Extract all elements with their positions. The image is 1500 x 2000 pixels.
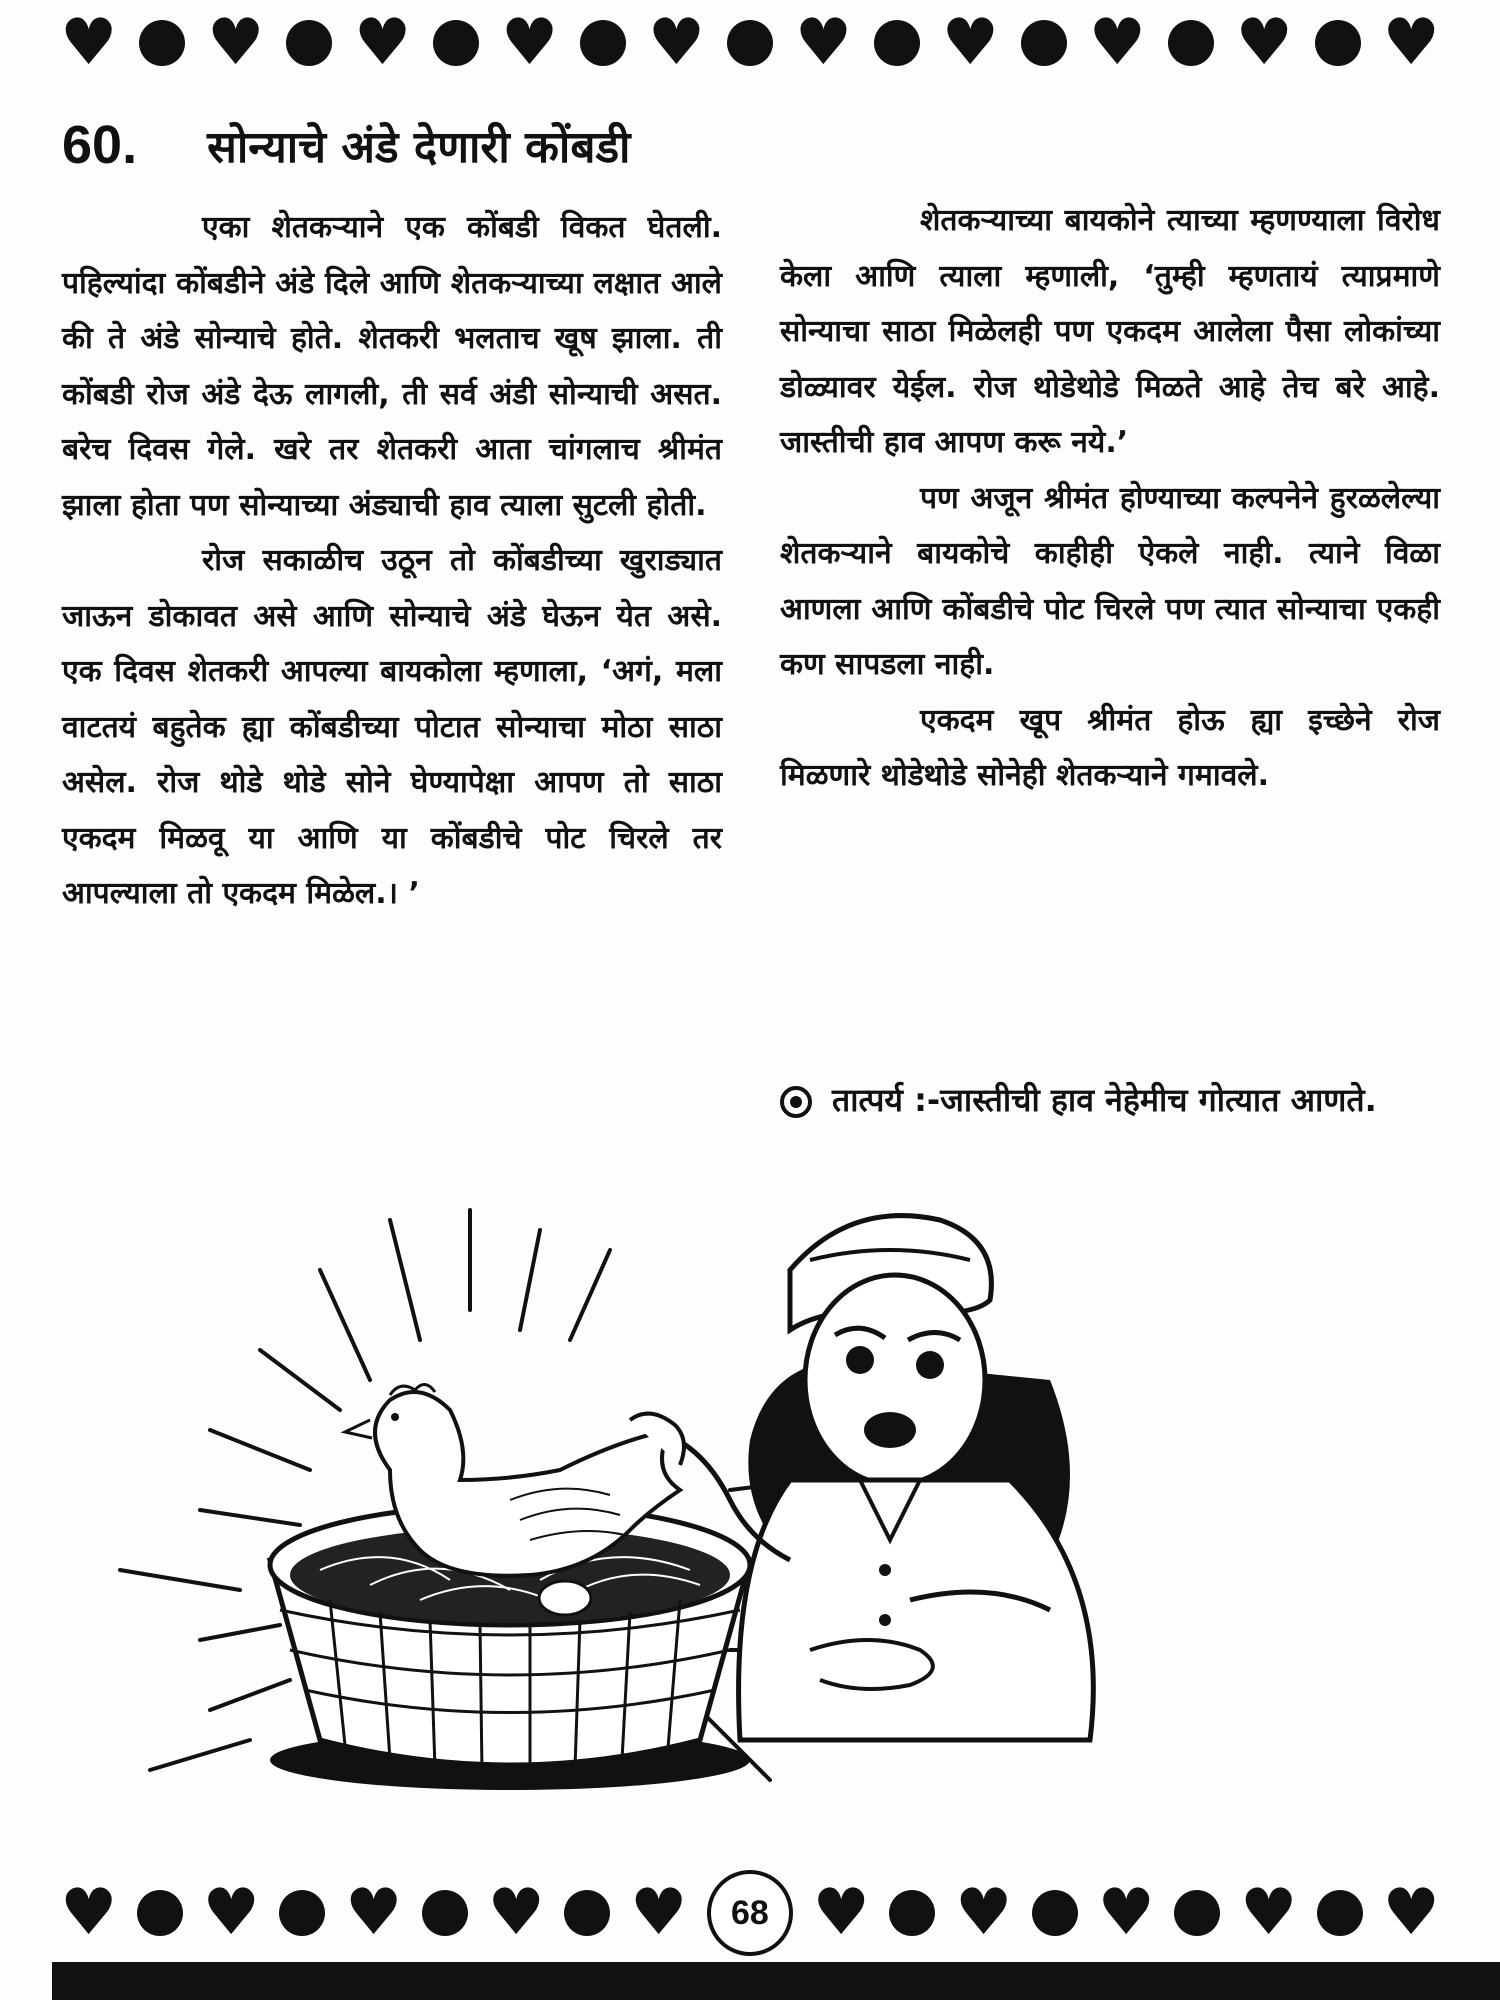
moral (780, 1070, 1440, 1130)
right-paragraph-2: पण अजून श्रीमंत होण्याच्या कल्पनेने हुरळलेल्या शेतकऱ्याने बायकोचे काहीही ऐकले नाही. त्याने विळा आणला आणि कोंबडीचे पोट चिरले पण त्यात सोन्याचा एकही कण सापडला नाही. (780, 480, 1440, 682)
heart-icon: ♥ (1088, 6, 1146, 80)
heart-icon: ♥ (206, 6, 265, 80)
left-column (62, 200, 722, 922)
dot-icon (580, 20, 626, 66)
heart-icon: ♥ (955, 1876, 1013, 1950)
dot-icon (1032, 1890, 1078, 1936)
heart-icon: ♥ (1240, 1876, 1298, 1950)
dot-icon (564, 1890, 610, 1936)
heart-icon: ♥ (500, 6, 559, 80)
right-paragraph-1: शेतकऱ्याच्या बायकोने त्याच्या म्हणण्याला विरोध केला आणि त्याला म्हणाली, ‘तुम्ही म्हणतायं त्याप्रमाणे सोन्याचा साठा मिळेलही पण एकदम आलेला पैसा लोकांच्या डोळ्यावर येईल. रोज थोडेथोडे मिळते आहे तेच बरे आहे. जास्तीची हाव आपण करू नये.’ (780, 203, 1440, 460)
hen-basket-farmer-illustration (90, 1180, 1240, 1860)
dot-icon (422, 1890, 468, 1936)
left-paragraph-1: एका शेतकऱ्याने एक कोंबडी विकत घेतली. पहिल्यांदा कोंबडीने अंडे दिले आणि शेतकऱ्याच्या लक्षात आले की ते अंडे सोन्याचे होते. शेतकरी भलताच खूष झाला. ती कोंबडी रोज अंडे देऊ लागली, ती सर्व अंडी सोन्याची असत. बरेच दिवस गेले. खरे तर शेतकरी आता चांगलाच श्रीमंत झाला होता पण सोन्याच्या अंड्याची हाव त्याला सुटली होती. (62, 210, 722, 523)
heart-icon: ♥ (647, 6, 706, 80)
heart-icon: ♥ (353, 6, 412, 80)
dot-icon (137, 1890, 183, 1936)
dot-icon (889, 1890, 935, 1936)
heart-icon: ♥ (345, 1876, 403, 1950)
left-paragraph-2: रोज सकाळीच उठून तो कोंबडीच्या खुराड्यात जाऊन डोकावत असे आणि सोन्याचे अंडे घेऊन येत असे. एक दिवस शेतकरी आपल्या बायकोला म्हणाला, ‘अगं, मला वाटतयं बहुतेक ह्या कोंबडीच्या पोटात सोन्याचा मोठा साठा असेल. रोज थोडे थोडे सोने घेण्यापेक्षा आपण तो साठा एकदम मिळवू या आणि या कोंबडीचे पोट चिरले तर आपल्याला तो एकदम मिळेल.। ’ (62, 543, 722, 911)
heart-icon: ♥ (202, 1876, 260, 1950)
heart-icon: ♥ (941, 6, 999, 80)
story-title: सोन्याचे अंडे देणारी कोंबडी (207, 122, 631, 173)
bottom-bar (52, 1962, 1500, 2000)
dot-icon (279, 1890, 325, 1936)
dot-icon (1168, 20, 1214, 66)
heart-icon: ♥ (1382, 6, 1440, 80)
dot-icon (1317, 1890, 1363, 1936)
heart-icon: ♥ (60, 6, 118, 80)
heart-icon: ♥ (1097, 1876, 1155, 1950)
story-number: 60. (62, 115, 138, 175)
dot-icon (1315, 20, 1361, 66)
dot-icon (727, 20, 773, 66)
golden-egg (539, 1581, 591, 1615)
moral-text: तात्पर्य :-जास्तीची हाव नेहेमीच गोत्यात आणते. (832, 1081, 1377, 1119)
page-number: 68 (707, 1870, 793, 1956)
heart-icon: ♥ (1382, 1876, 1440, 1950)
dot-icon (1174, 1890, 1220, 1936)
heart-icon: ♥ (630, 1876, 688, 1950)
right-column (780, 193, 1440, 804)
bullseye-icon (780, 1086, 812, 1118)
dot-icon (433, 20, 479, 66)
dot-icon (874, 20, 920, 66)
dot-icon (139, 20, 185, 66)
heart-icon: ♥ (812, 1876, 870, 1950)
heart-icon: ♥ (60, 1876, 118, 1950)
top-border (60, 8, 1440, 78)
dot-icon (286, 20, 332, 66)
dot-icon (1021, 20, 1067, 66)
story-header (62, 100, 762, 190)
heart-icon: ♥ (794, 6, 853, 80)
right-paragraph-3: एकदम खूप श्रीमंत होऊ ह्या इच्छेने रोज मिळणारे थोडेथोडे सोनेही शेतकऱ्याने गमावले. (780, 702, 1440, 793)
heart-icon: ♥ (1235, 6, 1293, 80)
heart-icon: ♥ (487, 1876, 545, 1950)
bottom-border (60, 1878, 1440, 1948)
